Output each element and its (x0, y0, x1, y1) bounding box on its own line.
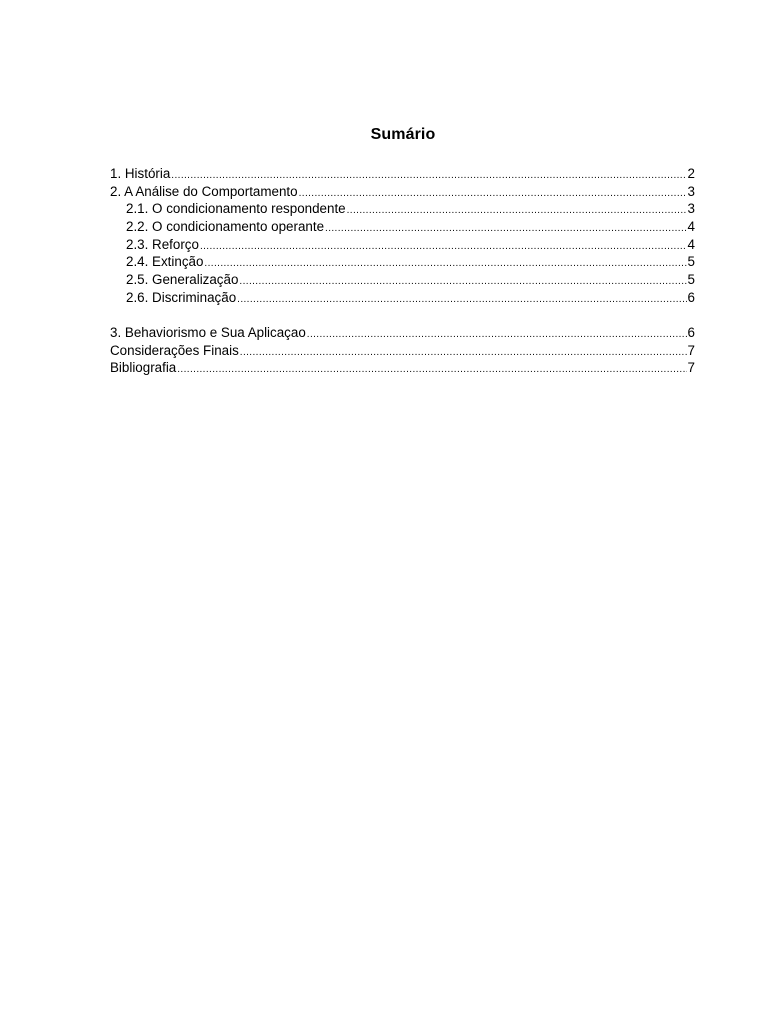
toc-entry-label: 1. História (110, 166, 171, 181)
toc-entry-consideracoes-finais[interactable] (110, 342, 695, 360)
toc-entry-label: 2.5. Generalização (126, 272, 239, 288)
toc-entry-page-number: 7 (687, 360, 695, 376)
dot-leader (171, 167, 686, 183)
dot-leader (299, 185, 687, 201)
toc-entry-label: 3. Behaviorismo e Sua Aplicaçao (110, 325, 306, 340)
dot-leader (177, 361, 686, 377)
dot-leader (237, 291, 686, 307)
dot-leader (325, 220, 687, 236)
toc-entry-condicionamento-operante[interactable] (110, 218, 695, 236)
dot-leader (240, 344, 687, 360)
toc-entry-label: Bibliografia (110, 360, 177, 376)
toc-entry-page-number: 6 (687, 289, 695, 305)
dot-leader (204, 255, 686, 271)
toc-entry-page-number: 3 (687, 201, 695, 217)
toc-entry-page-number: 4 (687, 219, 695, 235)
toc-entry-generalizacao[interactable] (110, 271, 695, 289)
toc-entry-label: 2.3. Reforço (126, 236, 199, 252)
toc-entry-extincao[interactable] (110, 253, 695, 271)
toc-entry-label: 2.1. O condicionamento respondente (126, 201, 346, 217)
toc-entry-analise-comportamento[interactable] (110, 183, 695, 201)
toc-entry-page-number: 5 (687, 272, 695, 288)
dot-leader (347, 202, 687, 218)
toc-entry-page-number: 3 (687, 183, 695, 199)
toc-entry-behaviorismo-aplicacao[interactable] (110, 324, 695, 342)
toc-entry-label: 2. A Análise do Comportamento (110, 183, 298, 199)
toc-entry-label: 2.2. O condicionamento operante (126, 219, 325, 235)
toc-entry-page-number: 2 (687, 166, 695, 181)
toc-entry-page-number: 7 (687, 342, 695, 358)
toc-entry-page-number: 4 (687, 236, 695, 252)
dot-leader (239, 273, 686, 289)
toc-entry-page-number: 6 (687, 325, 695, 340)
dot-leader (307, 326, 687, 342)
toc-entry-page-number: 5 (687, 254, 695, 270)
toc-entry-condicionamento-respondente[interactable] (110, 200, 695, 218)
toc-entry-discriminacao[interactable] (110, 289, 695, 307)
dot-leader (200, 238, 687, 254)
toc-entry-label: 2.4. Extinção (126, 254, 204, 270)
toc-entry-label: Considerações Finais (110, 342, 239, 358)
toc-entry-bibliografia[interactable] (110, 359, 695, 377)
toc-entry-historia[interactable] (110, 165, 695, 183)
toc-entry-label: 2.6. Discriminação (126, 289, 237, 305)
table-of-contents (110, 165, 695, 377)
toc-title: Sumário (370, 126, 436, 143)
toc-entry-reforco[interactable] (110, 236, 695, 254)
